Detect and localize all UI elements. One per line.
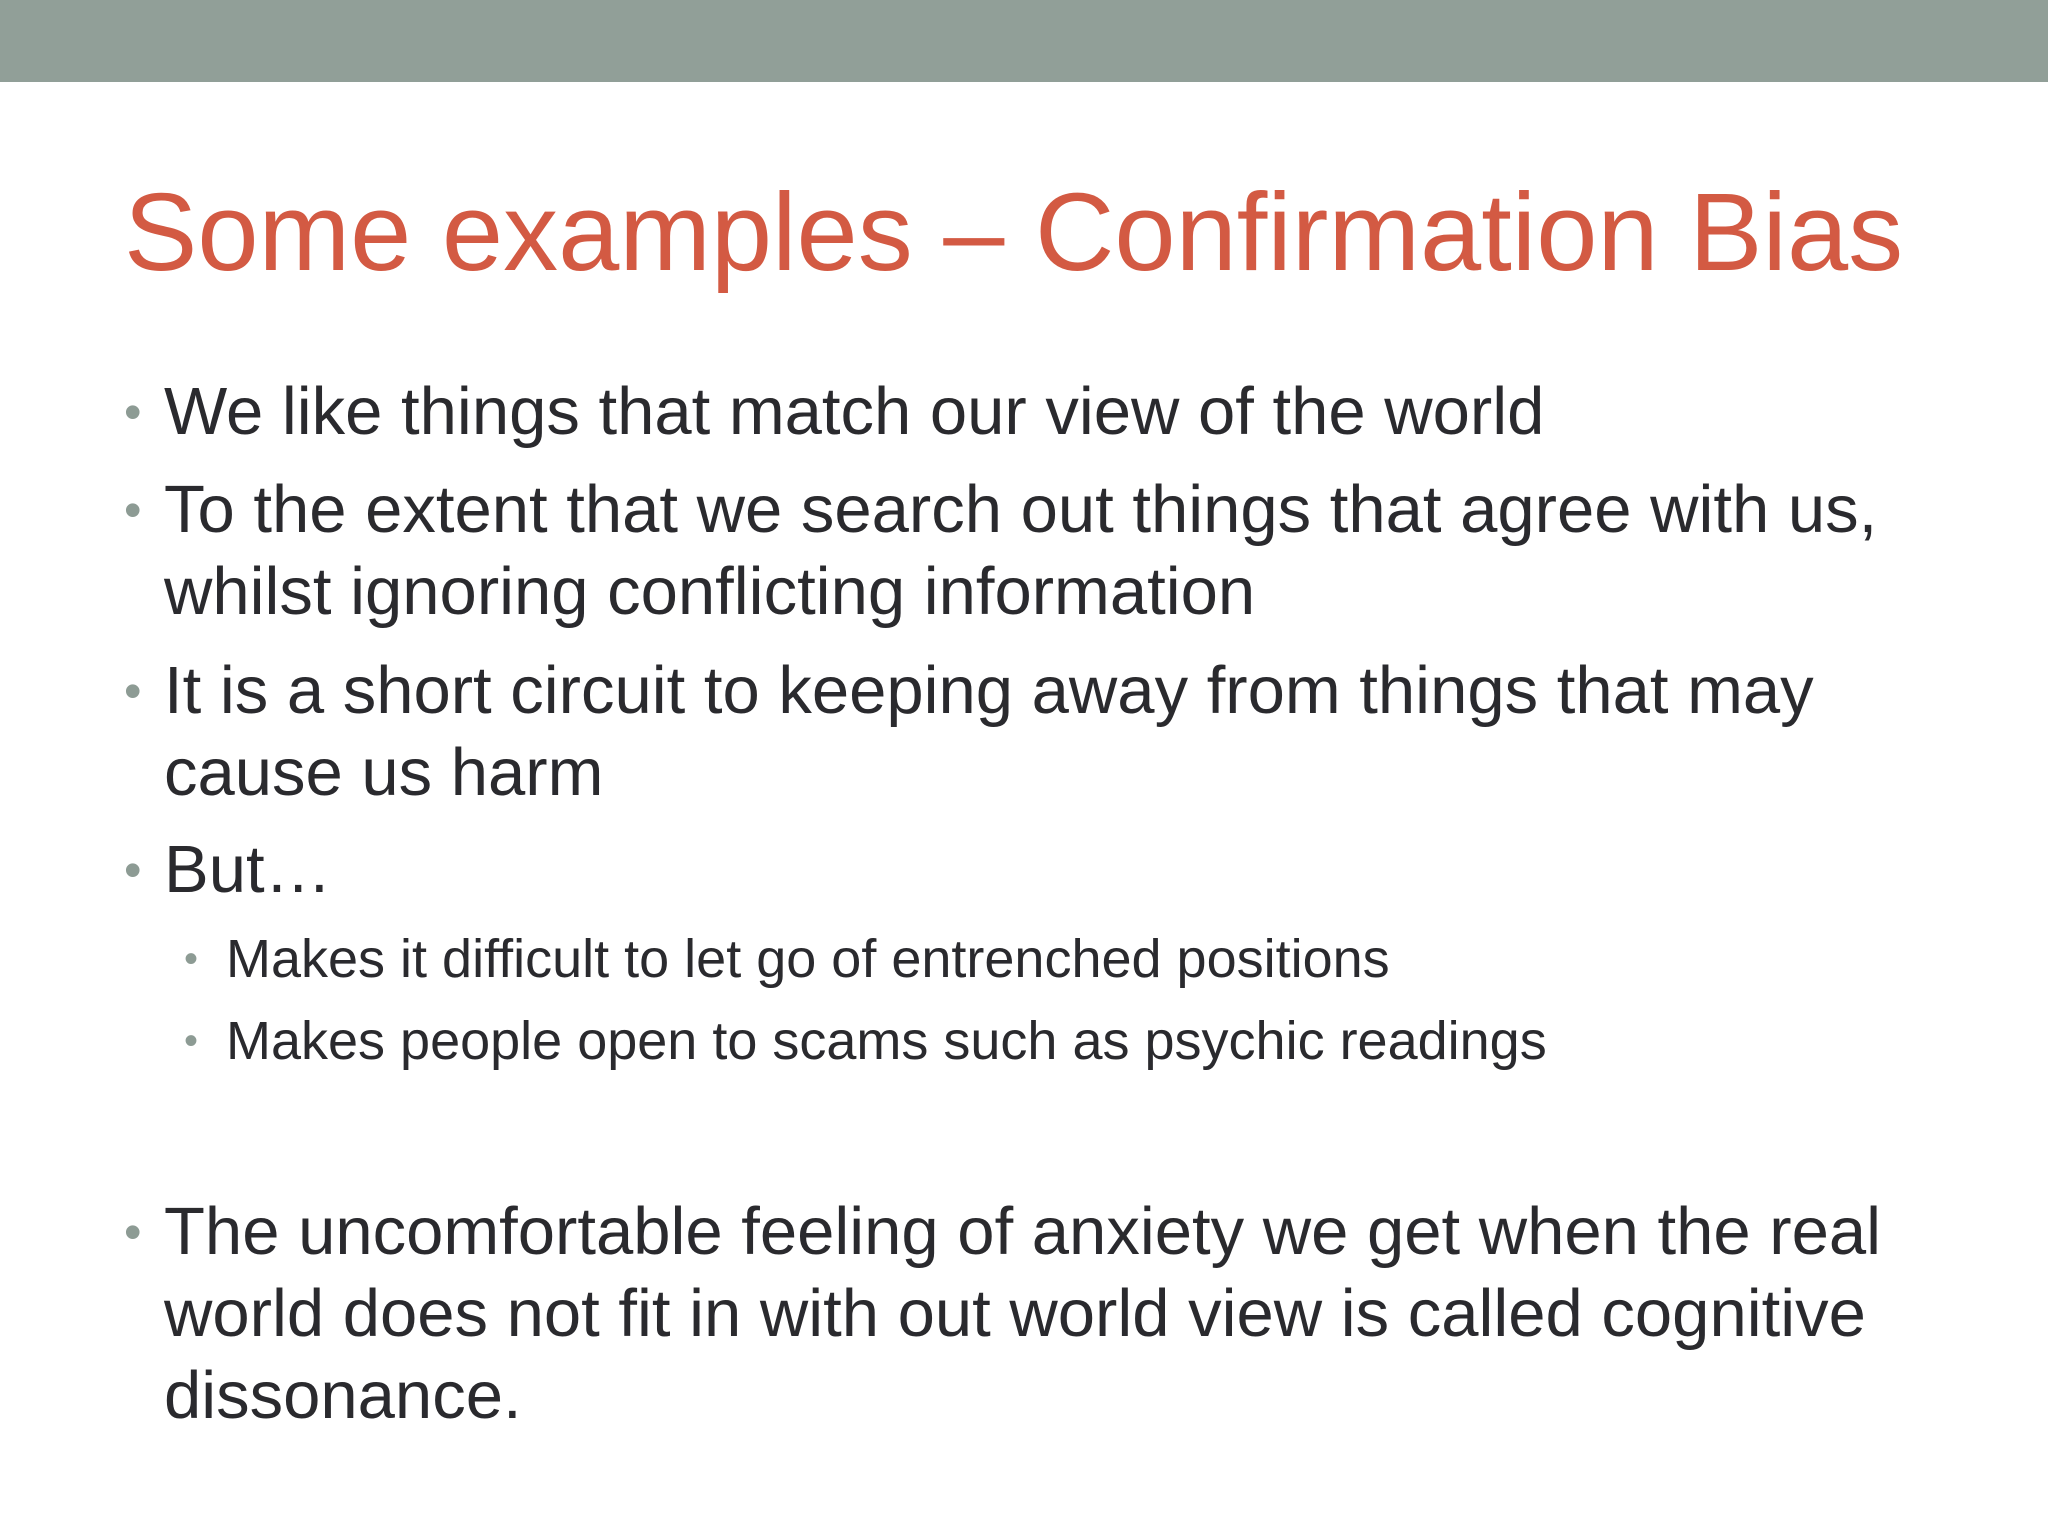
bullet-text: To the extent that we search out things that agree with us, whilst ignoring conflicting information [164, 472, 1878, 629]
bullet-item-3 [124, 650, 2004, 814]
sub-bullet-item-1 [184, 924, 1984, 994]
bullet-dot-icon: • [124, 1204, 142, 1260]
bullet-text: But… [164, 832, 332, 907]
bullet-text: We like things that match our view of the world [164, 374, 1545, 449]
sub-bullet-text: Makes it difficult to let go of entrenched positions [226, 929, 1390, 989]
slide-title: Some examples – Confirmation Bias [124, 171, 1904, 294]
bullet-dot-icon: • [124, 663, 142, 719]
header-band [0, 0, 2048, 82]
sub-bullet-item-2 [184, 1006, 1984, 1076]
bullet-dot-icon: • [124, 384, 142, 440]
bullet-dot-icon: • [184, 937, 199, 981]
bullet-dot-icon: • [124, 842, 142, 898]
bullet-text: The uncomfortable feeling of anxiety we get when the real world does not fit in with out world view is called cognitive dissonance. [164, 1194, 1881, 1433]
sub-bullet-text: Makes people open to scams such as psychic readings [226, 1011, 1547, 1071]
bullet-dot-icon: • [184, 1019, 199, 1063]
bullet-item-1 [124, 371, 2004, 453]
bullet-dot-icon: • [124, 482, 142, 538]
bullet-item-5 [124, 1191, 2004, 1437]
bullet-item-4 [124, 829, 2004, 911]
bullet-text: It is a short circuit to keeping away from things that may cause us harm [164, 653, 1814, 810]
bullet-item-2 [124, 469, 2004, 633]
